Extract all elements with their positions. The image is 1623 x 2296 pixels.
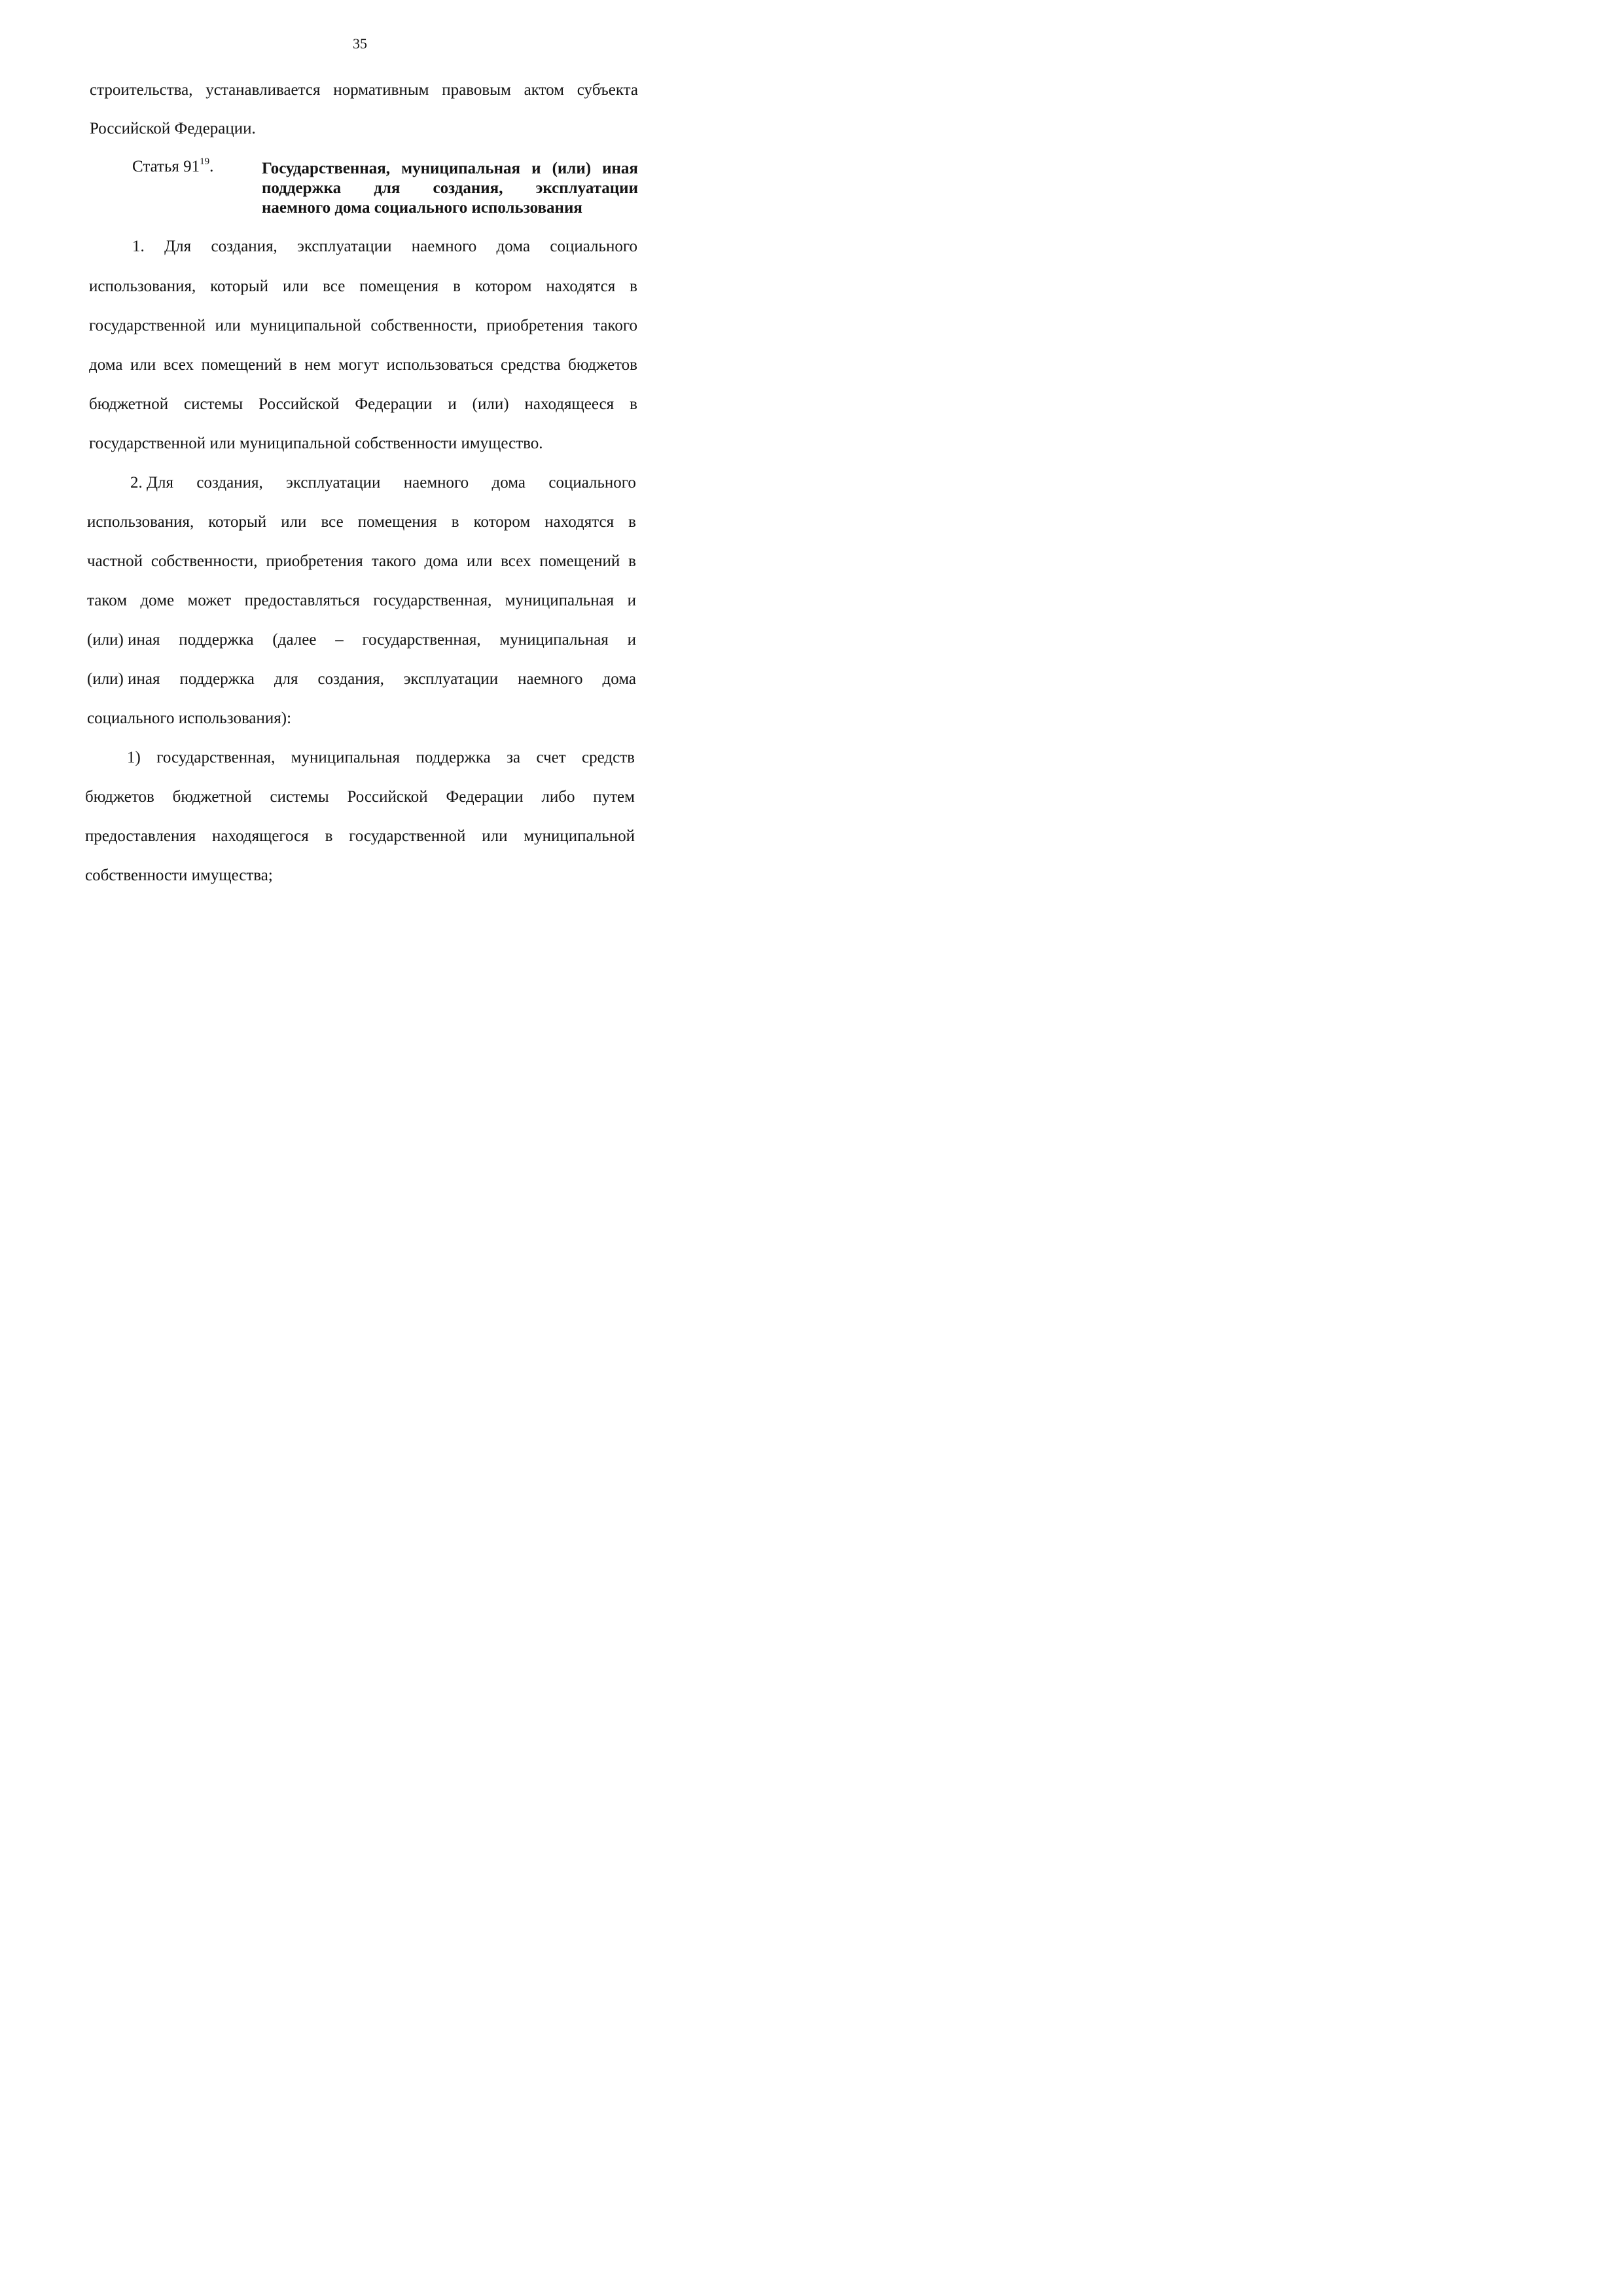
word: поддержка	[179, 670, 255, 688]
word: или	[282, 278, 309, 295]
article-title-line-2	[262, 179, 638, 198]
word: помещения	[359, 278, 439, 295]
word: в	[325, 827, 333, 845]
word: собственности,	[151, 552, 258, 570]
word: приобретения	[486, 317, 584, 334]
word: собственности,	[370, 317, 477, 334]
word: средств	[582, 749, 635, 766]
word: –	[335, 631, 344, 649]
word: создания,	[196, 474, 263, 492]
word: все	[323, 278, 346, 295]
word: помещения	[357, 513, 437, 531]
word: эксплуатации	[297, 238, 392, 255]
word: в	[289, 356, 297, 374]
word: дома	[491, 474, 526, 492]
word: дома	[89, 356, 123, 374]
word: правовым	[442, 81, 511, 99]
word: иная	[602, 160, 638, 177]
word: 1.	[132, 238, 145, 255]
word: социального	[548, 474, 636, 492]
word: за	[507, 749, 521, 766]
word: поддержка	[179, 631, 254, 649]
word: муниципальная	[505, 592, 615, 609]
word: наемного	[403, 474, 469, 492]
word: эксплуатации	[286, 474, 381, 492]
p1-line-3	[89, 316, 637, 336]
word: в	[630, 278, 637, 295]
word: в	[628, 513, 636, 531]
word: такого	[371, 552, 416, 570]
word: (или) иная	[87, 631, 160, 649]
word: в	[453, 278, 461, 295]
p2-line-6	[87, 670, 636, 689]
word: государственная,	[156, 749, 276, 766]
word: который	[210, 278, 268, 295]
p2-line-5	[87, 630, 636, 650]
word: создания,	[433, 179, 503, 197]
word: счет	[536, 749, 566, 766]
word: который	[208, 513, 267, 531]
word: Для	[164, 238, 192, 255]
word: для	[274, 670, 298, 688]
word: котором	[474, 278, 532, 295]
p3-line-2	[85, 787, 635, 807]
word: Федерации	[446, 788, 524, 806]
p1-line-5	[89, 395, 637, 414]
word: использования,	[87, 513, 194, 531]
word: дома	[424, 552, 459, 570]
word: 2. Для	[130, 474, 174, 492]
word: (или) иная	[87, 670, 160, 688]
word: использоваться	[386, 356, 493, 374]
word: путем	[593, 788, 635, 806]
word: субъекта	[577, 81, 638, 99]
page-number: 35	[353, 35, 367, 52]
word: бюджетов	[568, 356, 637, 374]
word: дома	[602, 670, 636, 688]
word: (далее	[272, 631, 317, 649]
word: строительства,	[90, 81, 193, 99]
word: социального	[550, 238, 637, 255]
word: находятся	[544, 513, 615, 531]
word: устанавливается	[205, 81, 321, 99]
word: государственная,	[373, 592, 492, 609]
p3-line-3	[85, 827, 635, 846]
word: нормативным	[333, 81, 429, 99]
word: помещений	[201, 356, 282, 374]
article-label-superscript: 19	[200, 156, 210, 167]
p3-line-4: собственности имущества;	[85, 867, 273, 884]
word: все	[321, 513, 344, 531]
word: (или)	[552, 160, 592, 177]
article-title-line-1	[262, 159, 638, 179]
word: бюджетной	[89, 395, 169, 413]
word: в	[628, 552, 636, 570]
word: Государственная,	[262, 160, 391, 177]
word: Федерации	[355, 395, 433, 413]
word: всех	[501, 552, 531, 570]
word: системы	[184, 395, 243, 413]
word: для	[374, 179, 401, 197]
document-page	[0, 0, 720, 1018]
word: и	[627, 592, 636, 609]
word: (или)	[472, 395, 509, 413]
word: наемного	[411, 238, 477, 255]
p2-line-7: социального использования):	[87, 709, 292, 727]
p1-line-2	[89, 277, 637, 296]
p2-line-3	[87, 552, 636, 571]
word: создания,	[317, 670, 384, 688]
word: 1)	[127, 749, 141, 766]
word: муниципальной	[250, 317, 361, 334]
word: таком	[87, 592, 128, 609]
p2-line-1	[130, 473, 636, 493]
word: частной	[87, 552, 143, 570]
word: предоставления	[85, 827, 196, 845]
word: в	[630, 395, 637, 413]
word: системы	[270, 788, 329, 806]
word: муниципальной	[524, 827, 635, 845]
word: или	[215, 317, 241, 334]
word: муниципальная	[401, 160, 521, 177]
word: или	[130, 356, 156, 374]
word: эксплуатации	[403, 670, 499, 688]
article-label	[132, 157, 213, 177]
word: всех	[163, 356, 194, 374]
p1-line-4	[89, 355, 637, 375]
word: государственной	[89, 317, 206, 334]
word: и	[627, 631, 636, 649]
p2-line-2	[87, 512, 636, 532]
word: государственной	[349, 827, 466, 845]
word: актом	[524, 81, 564, 99]
article-label-suffix: .	[209, 158, 214, 175]
word: могут	[338, 356, 379, 374]
word: поддержка	[416, 749, 491, 766]
word: эксплуатации	[535, 179, 638, 197]
word: бюджетной	[172, 788, 252, 806]
intro-line-2: Российской Федерации.	[90, 120, 256, 137]
article-title-line-3: наемного дома социального использования	[262, 199, 582, 217]
word: бюджетов	[85, 788, 154, 806]
word: муниципальная	[291, 749, 401, 766]
word: средства	[500, 356, 561, 374]
word: или	[482, 827, 508, 845]
word: либо	[541, 788, 575, 806]
p1-line-1	[132, 237, 637, 257]
word: муниципальная	[499, 631, 609, 649]
p3-line-1	[127, 748, 635, 768]
article-label-prefix: Статья 91	[132, 158, 200, 175]
word: или	[281, 513, 307, 531]
word: приобретения	[266, 552, 363, 570]
word: предоставляться	[244, 592, 360, 609]
p2-line-4	[87, 591, 636, 611]
word: использования,	[89, 278, 196, 295]
word: котором	[473, 513, 531, 531]
word: государственная,	[362, 631, 481, 649]
word: может	[187, 592, 232, 609]
word: доме	[140, 592, 175, 609]
word: поддержка	[262, 179, 342, 197]
word: и	[531, 160, 541, 177]
word: такого	[593, 317, 637, 334]
word: Российской	[259, 395, 340, 413]
word: Российской	[347, 788, 428, 806]
word: или	[466, 552, 493, 570]
word: дома	[496, 238, 531, 255]
word: находящегося	[212, 827, 309, 845]
word: и	[448, 395, 457, 413]
word: помещений	[539, 552, 620, 570]
word: находящееся	[524, 395, 615, 413]
word: наемного	[518, 670, 583, 688]
p1-line-6: государственной или муниципальной собственности имущество.	[89, 435, 543, 452]
word: нем	[304, 356, 331, 374]
word: в	[451, 513, 459, 531]
intro-line-1	[90, 81, 638, 100]
word: создания,	[211, 238, 277, 255]
word: находятся	[546, 278, 616, 295]
